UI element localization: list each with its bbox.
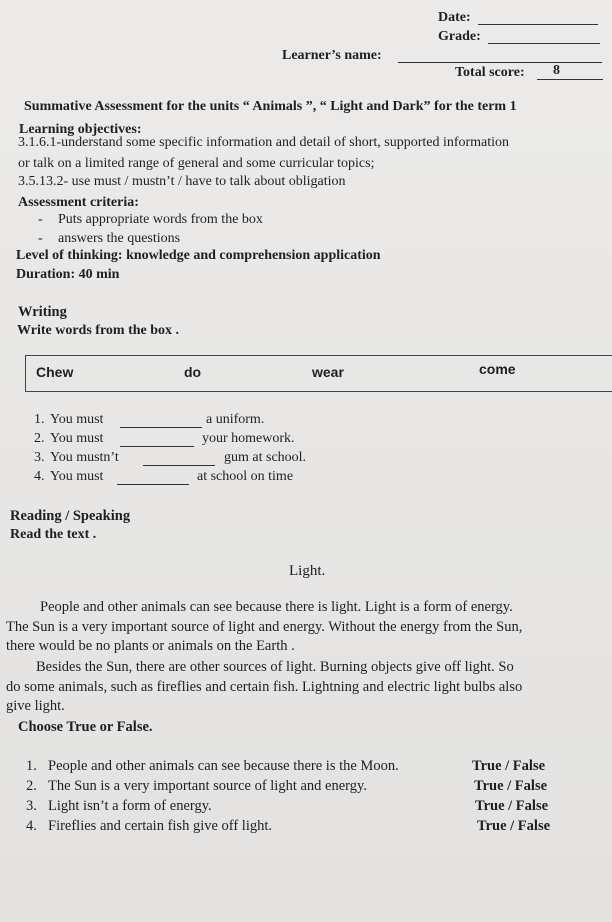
tf-answer-choice[interactable]: True / False <box>474 778 548 794</box>
exercise-start: You mustn’t <box>50 450 119 465</box>
word-box <box>25 355 612 392</box>
objective-1-line1: 3.1.6.1-understand some specific information and detail of short, supported information <box>18 135 510 150</box>
tf-answer-choice[interactable]: True / False <box>472 758 546 774</box>
tf-number: 1. <box>26 758 37 774</box>
answer-blank[interactable] <box>120 427 202 428</box>
answer-blank[interactable] <box>117 484 189 485</box>
exercise-start: You must <box>50 469 104 484</box>
level-of-thinking: Level of thinking: knowledge and comprehension application <box>16 248 381 263</box>
word-box-item: Chew <box>36 364 74 380</box>
paragraph-line: give light. <box>6 698 65 714</box>
assessment-title: Summative Assessment for the units “ Animals ”, “ Light and Dark” for the term 1 <box>24 99 517 114</box>
criteria-bullet: - <box>38 231 43 246</box>
writing-instruction: Write words from the box . <box>17 323 180 338</box>
paragraph-line: do some animals, such as fireflies and certain fish. Lightning and electric light bulbs also <box>6 679 523 695</box>
answer-blank[interactable] <box>120 446 194 447</box>
criteria-heading: Assessment criteria: <box>18 195 139 210</box>
tf-statement: Fireflies and certain fish give off light. <box>48 818 273 834</box>
grade-line <box>488 43 600 44</box>
answer-blank[interactable] <box>143 465 215 466</box>
tf-number: 3. <box>26 798 37 814</box>
exercise-start: You must <box>50 431 104 446</box>
tf-statement: People and other animals can see because there is the Moon. <box>48 758 399 774</box>
duration: Duration: 40 min <box>16 267 120 282</box>
paragraph-line: there would be no plants or animals on the Earth . <box>6 638 295 654</box>
tf-answer-choice[interactable]: True / False <box>477 818 551 834</box>
tf-number: 4. <box>26 818 37 834</box>
exercise-end: gum at school. <box>224 450 307 465</box>
total-score-line <box>537 79 603 80</box>
exercise-number: 4. <box>34 469 45 484</box>
exercise-end: at school on time <box>197 469 294 484</box>
exercise-end: your homework. <box>202 431 295 446</box>
exercise-start: You must <box>50 412 104 427</box>
true-false-heading: Choose True or False. <box>18 719 153 735</box>
reading-heading: Reading / Speaking <box>10 508 131 524</box>
objectives-heading: Learning objectives: <box>19 122 142 137</box>
date-label: Date: <box>438 10 471 25</box>
total-score-label: Total score: <box>455 65 525 80</box>
tf-number: 2. <box>26 778 37 794</box>
exercise-end: a uniform. <box>206 412 265 427</box>
writing-heading: Writing <box>18 304 67 320</box>
grade-label: Grade: <box>438 29 481 44</box>
total-score-value: 8 <box>553 63 560 78</box>
criteria-item: answers the questions <box>58 231 181 246</box>
objective-2: 3.5.13.2- use must / mustn’t / have to talk about obligation <box>18 174 346 189</box>
tf-answer-choice[interactable]: True / False <box>475 798 549 814</box>
objective-1-line2: or talk on a limited range of general and some curricular topics; <box>18 156 375 171</box>
text-title: Light. <box>289 563 326 579</box>
exercise-number: 1. <box>34 412 45 427</box>
paragraph-line: The Sun is a very important source of light and energy. Without the energy from the Sun, <box>6 619 523 635</box>
paragraph-line: Besides the Sun, there are other sources of light. Burning objects give off light. So <box>36 659 514 675</box>
reading-instruction: Read the text . <box>10 527 97 542</box>
criteria-item: Puts appropriate words from the box <box>58 212 263 227</box>
learner-name-label: Learner’s name: <box>282 48 382 63</box>
learner-name-line <box>398 62 602 63</box>
exercise-number: 3. <box>34 450 45 465</box>
criteria-bullet: - <box>38 212 43 227</box>
word-box-item: wear <box>312 364 344 380</box>
tf-statement: The Sun is a very important source of light and energy. <box>48 778 367 794</box>
paragraph-line: People and other animals can see because there is light. Light is a form of energy. <box>40 599 513 615</box>
date-line <box>478 24 598 25</box>
tf-statement: Light isn’t a form of energy. <box>48 798 212 814</box>
word-box-item: come <box>479 361 516 377</box>
word-box-item: do <box>184 364 202 380</box>
exercise-number: 2. <box>34 431 45 446</box>
